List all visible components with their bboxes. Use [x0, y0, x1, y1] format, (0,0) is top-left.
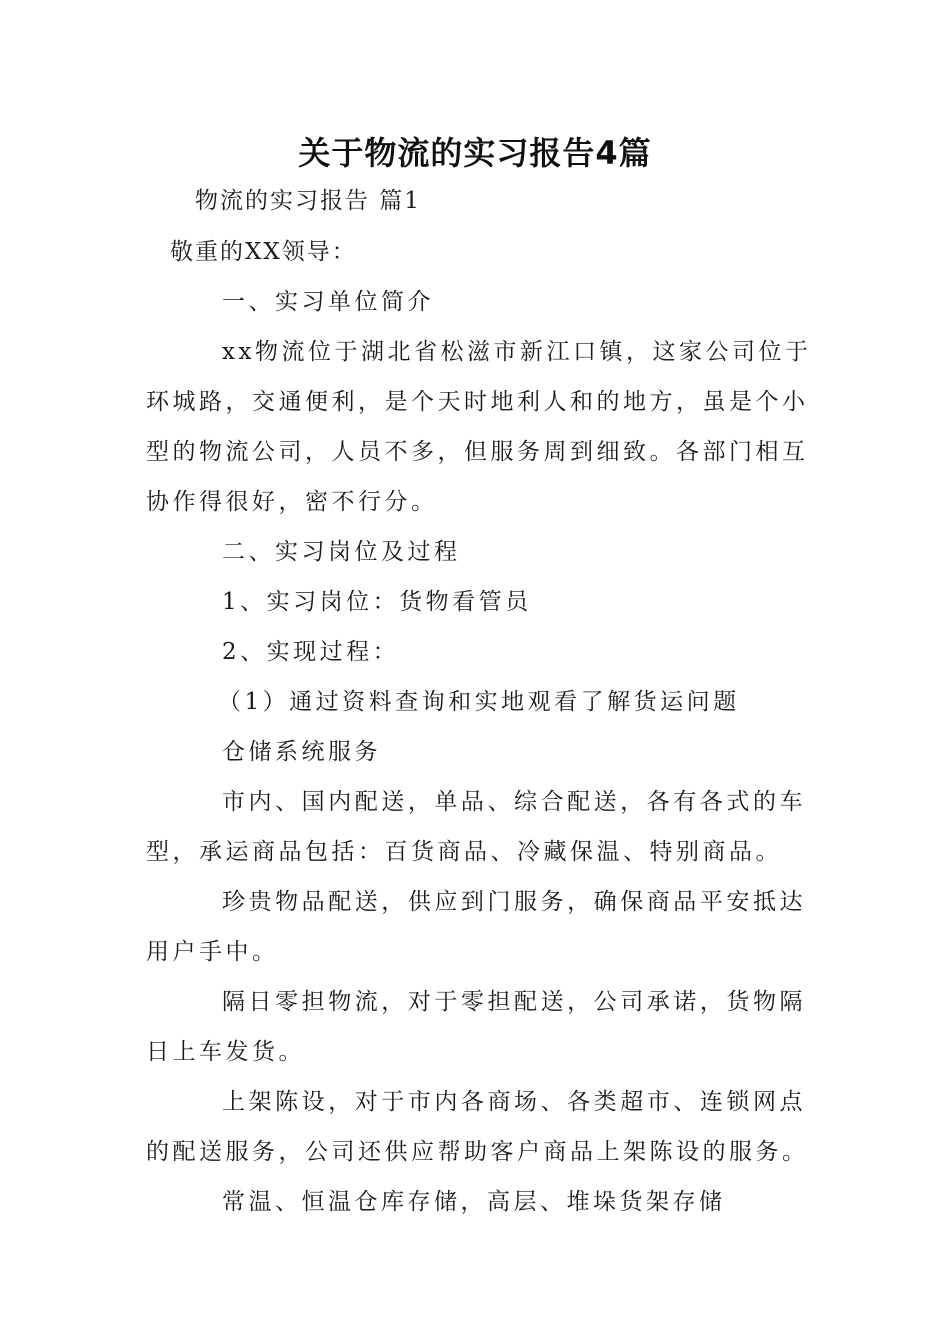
- list-item: 1、实习岗位：货物看管员: [222, 589, 532, 615]
- salutation: 敬重的XX领导：: [170, 239, 357, 265]
- paragraph-line: 市内、国内配送，单品、综合配送，各有各式的车: [222, 789, 806, 815]
- list-item: 2、实现过程：: [222, 639, 400, 665]
- paragraph-line: 环城路，交通便利，是个天时地利人和的地方，虽是个小: [146, 389, 809, 415]
- paragraph-line: 上架陈设，对于市内各商场、各类超市、连锁网点: [222, 1089, 806, 1115]
- document-title: 关于物流的实习报告4篇: [298, 134, 652, 172]
- paragraph-line: 隔日零担物流，对于零担配送，公司承诺，货物隔: [222, 989, 806, 1015]
- heading-position-process: 二、实习岗位及过程: [222, 539, 461, 565]
- paragraph-line: 型的物流公司，人员不多，但服务周到细致。各部门相互: [146, 439, 809, 465]
- paragraph-line: 珍贵物品配送，供应到门服务，确保商品平安抵达: [222, 889, 806, 915]
- paragraph-line: 型，承运商品包括：百货商品、冷藏保温、特别商品。: [146, 839, 782, 865]
- list-item: （1）通过资料查询和实地观看了解货运问题: [218, 689, 740, 715]
- heading-company-intro: 一、实习单位简介: [222, 289, 434, 315]
- paragraph-line: 协作得很好，密不行分。: [146, 489, 438, 515]
- paragraph-line: 用户手中。: [146, 939, 279, 965]
- section-subtitle: 物流的实习报告 篇1: [195, 188, 421, 214]
- paragraph-line: 仓储系统服务: [222, 739, 381, 765]
- paragraph-line: 日上车发货。: [146, 1039, 305, 1065]
- paragraph-line: xx物流位于湖北省松滋市新江口镇，这家公司位于: [222, 339, 812, 365]
- paragraph-line: 常温、恒温仓库存储，高层、堆垛货架存储: [222, 1189, 726, 1215]
- paragraph-line: 的配送服务，公司还供应帮助客户商品上架陈设的服务。: [146, 1139, 809, 1165]
